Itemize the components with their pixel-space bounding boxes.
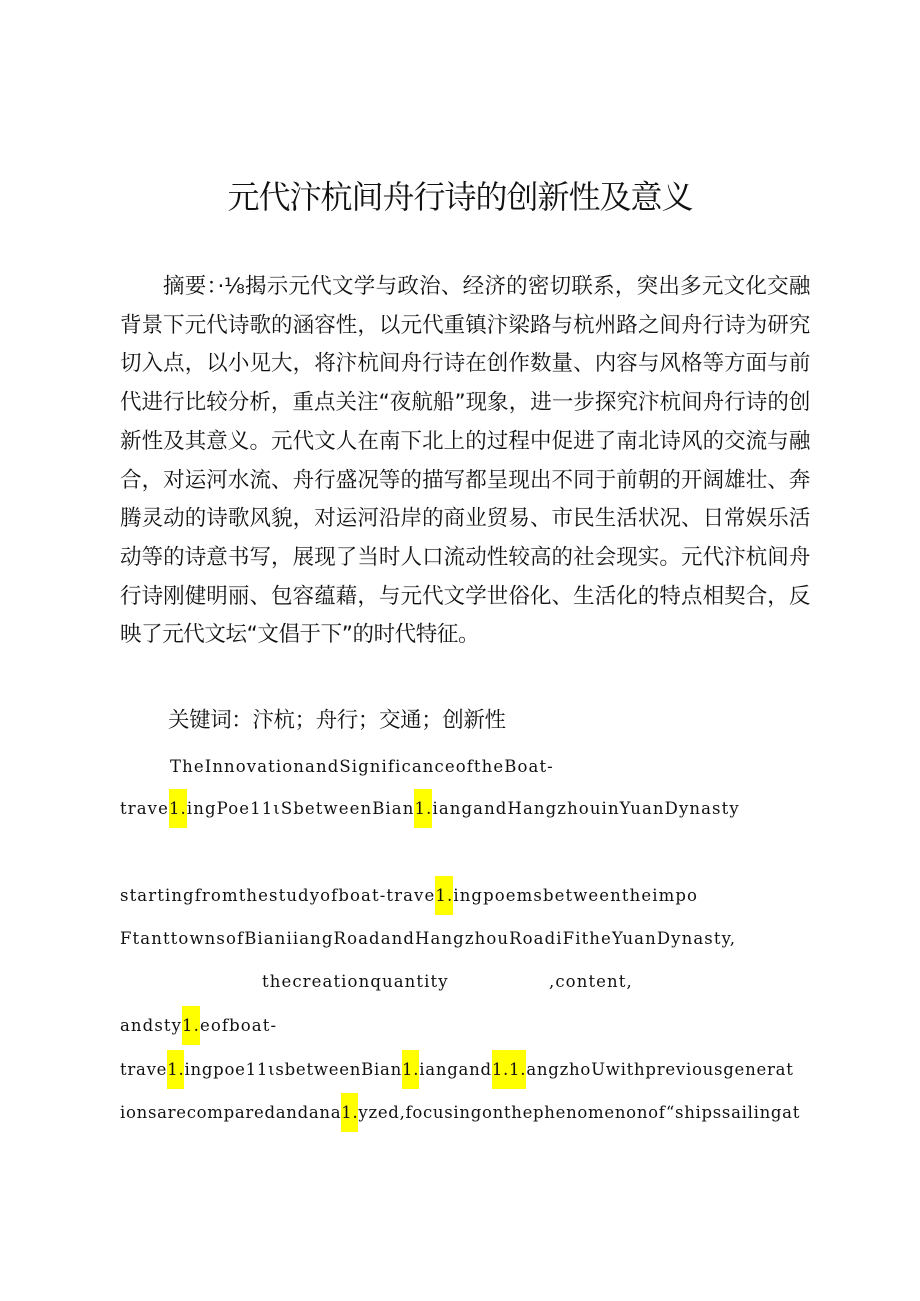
english-abstract-line-1: startingfromthestudyofboat-trave1.ingpoemsbetweentheimpo bbox=[120, 884, 698, 908]
english-title-line-1: TheInnovationandSignificanceoftheBoat- bbox=[170, 757, 554, 776]
english-abstract-line-3a: thecreationquantity bbox=[262, 972, 449, 991]
highlight-mark: 1. bbox=[182, 1006, 200, 1045]
english-abstract-line-2: FtanttownsofBianiiangRoadandHangzhouRoadiFitheYuanDynasty, bbox=[120, 929, 737, 948]
paper-title: 元代汴杭间舟行诗的创新性及意义 bbox=[227, 178, 693, 216]
highlight-mark: 1. bbox=[435, 876, 453, 915]
english-title-line-2: trave1.ingPoe11ιSbetweenBian1.iangandHangzhouinYuanDynasty bbox=[120, 797, 740, 821]
english-abstract-line-6: ionsarecomparedandana1.yzed,focusingonthephenomenonof“shipssailingat bbox=[120, 1101, 800, 1125]
highlight-mark: 1. bbox=[341, 1093, 358, 1132]
english-abstract-line-3b: ,content, bbox=[549, 972, 633, 991]
highlight-mark: 1.1. bbox=[492, 1050, 527, 1089]
abstract-paragraph: 摘要：·⅛揭示元代文学与政治、经济的密切联系，突出多元文化交融背景下元代诗歌的涵容性，以元代重镇汴梁路与杭州路之间舟行诗为研究切入点，以小见大，将汴杭间舟行诗在创作数量、内容与风格等方面与前代进行比较分析，重点关注“夜航船”现象，进一步探究汴杭间舟行诗的创新性及其意义。元代文人在南下北上的过程中促进了南北诗风的交流与融合，对运河水流、舟行盛况等的描写都呈现出不同于前朝的开阔雄壮、奔腾灵动的诗歌风貌，对运河沿岸的商业贸易、市民生活状况、日常娱乐活动等的诗意书写，展现了当时人口流动性较高的社会现实。元代汴杭间舟行诗刚健明丽、包容蕴藉，与元代文学世俗化、生活化的特点相契合，反映了元代文坛“文倡于下”的时代特征。 bbox=[120, 274, 810, 648]
keywords-line: 关键词：汴杭；舟行；交通；创新性 bbox=[168, 708, 506, 733]
highlight-mark: 1. bbox=[169, 789, 187, 828]
english-abstract-line-4: andsty1.eofboat- bbox=[120, 1014, 277, 1038]
highlight-mark: 1. bbox=[167, 1050, 184, 1089]
english-abstract-line-5: trave1.ingpoe11ιsbetweenBian1.iangand1.1.angzhoUwithpreviousgenerat bbox=[120, 1058, 794, 1082]
highlight-mark: 1. bbox=[402, 1050, 419, 1089]
highlight-mark: 1. bbox=[414, 789, 432, 828]
